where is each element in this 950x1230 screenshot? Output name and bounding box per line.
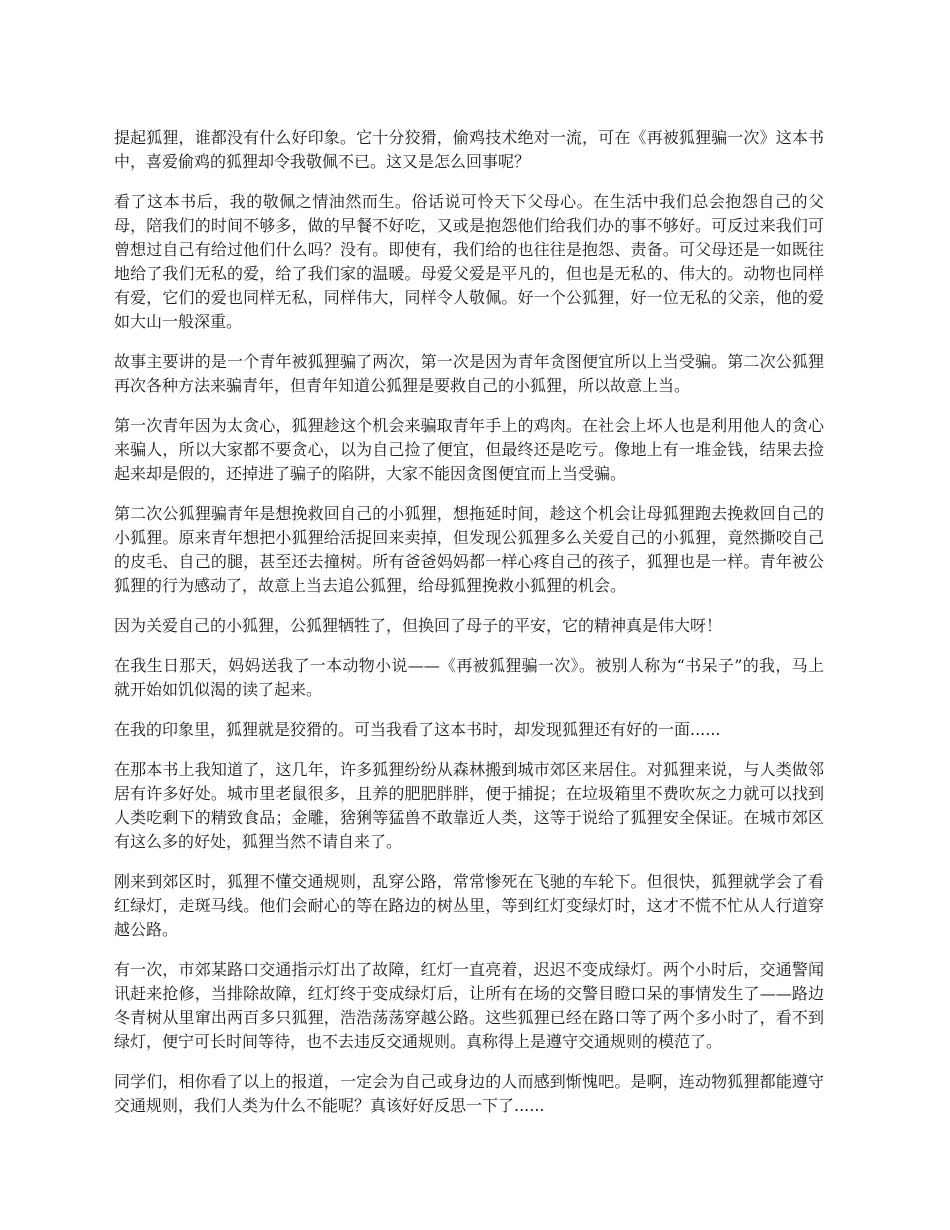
paragraph-6: 因为关爱自己的小狐狸，公狐狸牺牲了，但换回了母子的平安，它的精神真是伟大呀！ (114, 616, 723, 635)
paragraph-2: 看了这本书后，我的敬佩之情油然而生。俗话说可怜天下父母心。在生活中我们总会抱怨自己的父母，陪我们的时间不够多，做的早餐不好吃，又或是抱怨他们给我们办的事不够好。可反过来我们可曾想过自己有给过他们什么吗？没有。即使有，我们给的也往往是抱怨、责备。可父母还是一如既往地给了我们无私的爱，给了我们家的温暖。母爱父爱是平凡的，但也是无私的、伟大的。动物也同样有爱，它们的爱也同样无私，同样伟大，同样令人敬佩。好一个公狐狸，好一位无私的父亲，他的爱如大山一般深重。 (114, 192, 824, 331)
paragraph-1: 提起狐狸，谁都没有什么好印象。它十分狡猾，偷鸡技术绝对一流，可在《再被狐狸骗一次》这本书中，喜爱偷鸡的狐狸却令我敬佩不已。这又是怎么回事呢？ (114, 128, 824, 171)
paragraph-4: 第一次青年因为太贪心，狐狸趁这个机会来骗取青年手上的鸡肉。在社会上坏人也是利用他人的贪心来骗人，所以大家都不要贪心，以为自己捡了便宜，但最终还是吃亏。像地上有一堆金钱，结果去捡起来却是假的，还掉进了骗子的陷阱，大家不能因贪图便宜而上当受骗。 (114, 416, 824, 483)
paragraph-9: 在那本书上我知道了，这几年，许多狐狸纷纷从森林搬到城市郊区来居住。对狐狸来说，与人类做邻居有许多好处。城市里老鼠很多，且养的肥肥胖胖，便于捕捉；在垃圾箱里不费吹灰之力就可以找到人类吃剩下的精致食品；金雕，猞猁等猛兽不敢靠近人类，这等于说给了狐狸安全保证。在城市郊区有这么多的好处，狐狸当然不请自来了。 (114, 760, 824, 851)
paragraph-5: 第二次公狐狸骗青年是想挽救回自己的小狐狸，想拖延时间，趁这个机会让母狐狸跑去挽救回自己的小狐狸。原来青年想把小狐狸给活捉回来卖掉，但发现公狐狸多么关爱自己的小狐狸，竟然撕咬自己的皮毛、自己的腿，甚至还去撞树。所有爸爸妈妈都一样心疼自己的孩子，狐狸也是一样。青年被公狐狸的行为感动了，故意上当去追公狐狸，给母狐狸挽救小狐狸的机会。 (114, 504, 824, 595)
paragraph-10: 刚来到郊区时，狐狸不懂交通规则，乱穿公路，常常惨死在飞驰的车轮下。但很快，狐狸就学会了看红绿灯，走斑马线。他们会耐心的等在路边的树丛里，等到红灯变绿灯时，这才不慌不忙从人行道穿越公路。 (114, 872, 824, 939)
paragraph-3: 故事主要讲的是一个青年被狐狸骗了两次，第一次是因为青年贪图便宜所以上当受骗。第二次公狐狸再次各种方法来骗青年，但青年知道公狐狸是要救自己的小狐狸，所以故意上当。 (114, 352, 824, 395)
paragraph-12: 同学们，相你看了以上的报道，一定会为自己或身边的人而感到惭愧吧。是啊，连动物狐狸都能遵守交通规则，我们人类为什么不能呢？真该好好反思一下了...... (114, 1072, 824, 1115)
paragraph-8: 在我的印象里，狐狸就是狡猾的。可当我看了这本书时，却发现狐狸还有好的一面...... (114, 720, 721, 739)
paragraph-11: 有一次，市郊某路口交通指示灯出了故障，红灯一直亮着，迟迟不变成绿灯。两个小时后，交通警闻讯赶来抢修，当排除故障，红灯终于变成绿灯后，让所有在场的交警目瞪口呆的事情发生了——路边冬青树从里窜出两百多只狐狸，浩浩荡荡穿越公路。这些狐狸已经在路口等了两个多小时了，看不到绿灯，便宁可长时间等待，也不去违反交通规则。真称得上是遵守交通规则的模范了。 (114, 960, 824, 1051)
paragraph-7: 在我生日那天，妈妈送我了一本动物小说——《再被狐狸骗一次》。被别人称为“书呆子”的我，马上就开始如饥似渴的读了起来。 (114, 656, 824, 699)
